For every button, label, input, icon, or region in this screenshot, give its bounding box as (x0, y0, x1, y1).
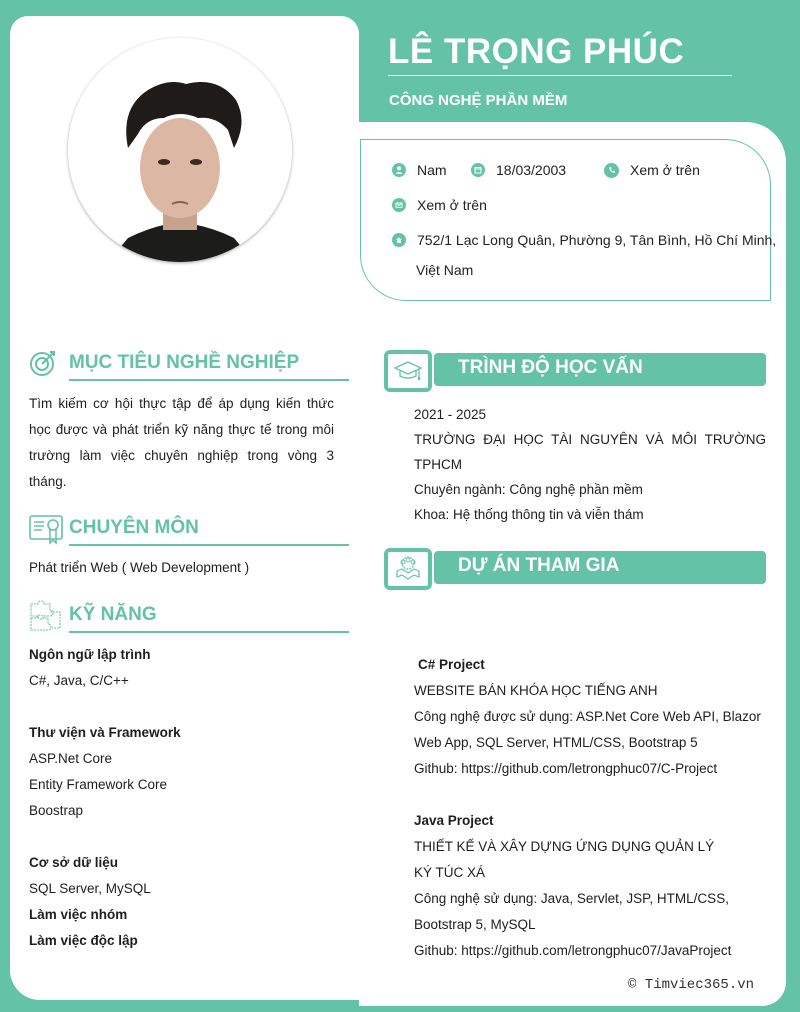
expertise-text: Phát triển Web ( Web Development ) (29, 560, 250, 575)
projects-heading (384, 548, 766, 590)
projects-title: DỰ ÁN THAM GIA (458, 555, 620, 576)
project-tech: Công nghệ được sử dụng: ASP.Net Core Web API, Blazor (414, 709, 761, 724)
certificate-icon (28, 513, 64, 545)
address-line1: 752/1 Lạc Long Quân, Phường 9, Tân Bình, Hồ Chí Minh, (417, 232, 777, 248)
faculty: Khoa: Hệ thống thông tin và viễn thám (414, 507, 644, 522)
contact-gender (392, 162, 447, 178)
skills-list (29, 642, 339, 954)
target-icon (28, 348, 64, 380)
contact-address-cont (416, 262, 473, 278)
gender-value: Nam (417, 162, 447, 178)
project-github-link[interactable]: Github: https://github.com/letrongphuc07/C-Project (414, 761, 718, 776)
skill-group-heading: Ngôn ngữ lập trình (29, 647, 151, 662)
watermark: © Timviec365.vn (628, 977, 755, 993)
objective-title: MỤC TIÊU NGHỀ NGHIỆP (69, 352, 300, 373)
school-name: TRƯỜNG ĐẠI HỌC TÀI NGUYÊN VÀ MÔI TRƯỜNG (414, 432, 766, 447)
project-name: C# Project (418, 657, 485, 672)
project-desc-cont: KÝ TÚC XÁ (414, 865, 486, 880)
handshake-team-icon (394, 555, 422, 583)
avatar (68, 38, 292, 262)
email-value: Xem ở trên (417, 197, 487, 213)
skills-heading (28, 600, 350, 634)
major: Chuyên ngành: Công nghệ phần mềm (414, 482, 643, 497)
graduation-cap-icon (393, 359, 423, 383)
calendar-icon (471, 163, 485, 177)
job-title: CÔNG NGHỆ PHẦN MỀM (389, 92, 568, 109)
soft-skill: Làm việc độc lập (29, 933, 138, 948)
education-heading (384, 350, 766, 392)
contact-phone (604, 162, 700, 178)
candidate-name: LÊ TRỌNG PHÚC (388, 32, 685, 71)
contact-birthday (471, 162, 566, 178)
objective-rule (69, 379, 349, 381)
expertise-heading (28, 513, 350, 547)
education-title: TRÌNH ĐỘ HỌC VẤN (458, 357, 643, 378)
puzzle-icon (28, 600, 64, 632)
project-tech-cont: Web App, SQL Server, HTML/CSS, Bootstrap 5 (414, 735, 698, 750)
project-name: Java Project (414, 813, 494, 828)
expertise-title: CHUYÊN MÔN (69, 517, 199, 538)
skill-item: Entity Framework Core (29, 777, 168, 792)
objective-heading (28, 348, 350, 382)
home-icon (392, 233, 406, 247)
school-name-cont: TPHCM (414, 457, 462, 472)
contact-address (392, 232, 776, 248)
birthday-value: 18/03/2003 (496, 162, 567, 178)
skill-group-heading: Thư viện và Framework (29, 725, 181, 740)
skill-item: ASP.Net Core (29, 751, 113, 766)
skill-group-heading: Cơ sở dữ liệu (29, 855, 118, 870)
skill-item: Boostrap (29, 803, 84, 818)
skills-title: KỸ NĂNG (69, 604, 157, 625)
project-desc: THIẾT KẾ VÀ XÂY DỰNG ỨNG DỤNG QUẢN LÝ (414, 839, 715, 854)
profile-photo-icon (68, 38, 292, 262)
project-desc: WEBSITE BÁN KHÓA HỌC TIẾNG ANH (414, 683, 658, 698)
email-icon (392, 198, 406, 212)
contact-email (392, 197, 487, 213)
user-icon (392, 163, 406, 177)
education-period: 2021 - 2025 (414, 407, 487, 422)
soft-skill: Làm việc nhóm (29, 907, 128, 922)
phone-icon (604, 163, 619, 178)
project-github-link[interactable]: Github: https://github.com/letrongphuc07/JavaProject (414, 943, 732, 958)
education-details (414, 402, 766, 527)
skill-item: C#, Java, C/C++ (29, 673, 129, 688)
phone-value: Xem ở trên (630, 162, 700, 178)
address-line2: Việt Nam (416, 262, 474, 278)
expertise-rule (69, 544, 349, 546)
name-divider (388, 75, 732, 76)
objective-text: Tìm kiếm cơ hội thực tập để áp dụng kiến thức học được và phát triển kỹ năng thực tế trong môi trường làm việc chuyên nghiệp trong vòng 3 tháng. (29, 396, 334, 489)
skill-item: SQL Server, MySQL (29, 881, 151, 896)
project-tech: Công nghệ sử dụng: Java, Servlet, JSP, HTML/CSS, (414, 891, 729, 906)
project-tech-cont: Bootstrap 5, MySQL (414, 917, 536, 932)
skills-rule (69, 631, 349, 633)
projects-list (414, 652, 770, 964)
